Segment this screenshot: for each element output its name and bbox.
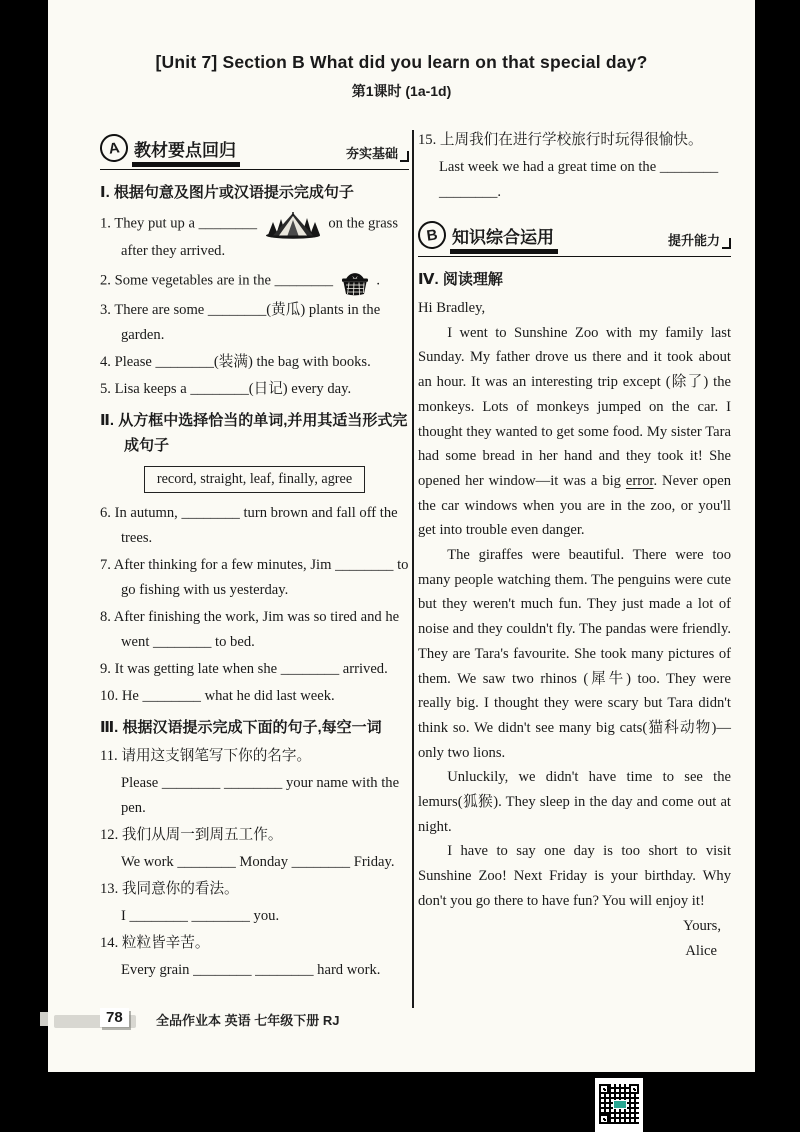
- question-2: [100, 266, 409, 296]
- right-column: [418, 118, 731, 964]
- page-edge-mark: [40, 1012, 48, 1026]
- page-subtitle: 第1课时 (1a-1d): [351, 83, 452, 99]
- tent-icon: [264, 209, 322, 239]
- question-15-cn: 15. 上周我们在进行学校旅行时玩得很愉快。: [418, 132, 703, 148]
- question-14-cn: 14. 粒粒皆辛苦。: [100, 935, 210, 951]
- section-a-tag: [346, 143, 409, 162]
- question-13-en: I ________ ________ you.: [121, 908, 280, 924]
- qr-code-box: [595, 1078, 643, 1132]
- section-a-tag-text: 夯实基础: [345, 146, 398, 161]
- qr-finder-icon: [629, 1084, 639, 1094]
- question-14-en: Every grain ________ ________ hard work.: [121, 962, 381, 978]
- section-b-title: 知识综合运用: [450, 223, 558, 249]
- question-2-text-post: .: [376, 272, 381, 289]
- question-2-text-pre: 2. Some vegetables are in the ________: [100, 272, 334, 289]
- page-number: 78: [100, 1008, 129, 1027]
- part2-heading: Ⅱ. 从方框中选择恰当的单词,并用其适当形式完成句子: [100, 412, 408, 454]
- question-7: 7. After thinking for a few minutes, Jim ________ to go fishing with us yesterday.: [100, 557, 409, 598]
- letter-signoff: Yours,: [683, 917, 721, 934]
- section-b-header: [418, 221, 731, 257]
- underlined-word: error: [625, 472, 654, 489]
- question-3: 3. There are some ________(黄瓜) plants in the garden.: [100, 302, 381, 343]
- section-b-tag-text: 提升能力: [667, 233, 720, 248]
- page-footer: [48, 1008, 755, 1032]
- question-8: 8. After finishing the work, Jim was so tired and he went ________ to bed.: [100, 609, 400, 650]
- question-12-cn: 12. 我们从周一到周五工作。: [100, 827, 283, 843]
- letter-paragraph-4: I have to say one day is too short to visit Sunshine Zoo! Next Friday is your birthday. Why don't you go there to have fun? You will enjoy it!: [418, 843, 731, 909]
- question-6: 6. In autumn, ________ turn brown and fall off the trees.: [100, 505, 398, 546]
- basket-icon: [340, 266, 370, 296]
- question-11-en: Please ________ ________ your name with the pen.: [121, 775, 400, 816]
- paragraph-1-text-end: . Never open the car windows when you are in the zoo, or you'll get into trouble even danger.: [418, 472, 731, 539]
- section-a-header: [100, 134, 409, 170]
- worksheet-page: [48, 0, 755, 1072]
- section-a-title: 教材要点回归: [132, 136, 240, 162]
- page-title: [Unit 7] Section B What did you learn on that special day?: [155, 52, 648, 72]
- question-5: 5. Lisa keeps a ________(日记) every day.: [100, 381, 352, 397]
- question-4: 4. Please ________(装满) the bag with books.: [100, 354, 371, 370]
- left-column: [100, 118, 409, 985]
- paragraph-1-text: I went to Sunshine Zoo with my family last Sunday. My father drove us there and it took about an hour. It was an interesting trip except (除了) the monkeys. Lots of monkeys jumped on the car. I thought they wanted to get some food. My sister Tara had some bread in her hand and they took it! She opened her window—it was a big: [418, 324, 731, 489]
- letter-paragraph-1: [418, 321, 731, 543]
- letter-paragraph-3: Unluckily, we didn't have time to see the lemurs(狐猴). They sleep in the day and come out at night.: [418, 769, 731, 835]
- question-12-en: We work ________ Monday ________ Friday.: [121, 854, 395, 870]
- letter-signature: Alice: [685, 942, 717, 959]
- word-bank-box: record, straight, leaf, finally, agree: [144, 466, 365, 493]
- circle-b-icon: B: [416, 219, 448, 251]
- circle-a-icon: A: [98, 132, 130, 164]
- question-1-text-pre: 1. They put up a ________: [100, 215, 258, 232]
- column-divider: [412, 130, 414, 1008]
- letter-salutation: Hi Bradley,: [418, 300, 486, 316]
- question-1: [100, 209, 409, 264]
- part3-heading: Ⅲ. 根据汉语提示完成下面的句子,每空一词: [100, 719, 382, 736]
- section-b-tag: [668, 230, 731, 249]
- question-9: 9. It was getting late when she ________ arrived.: [100, 661, 388, 677]
- question-1-text-post: on the grass after they arrived.: [121, 215, 399, 259]
- letter-paragraph-2: The giraffes were beautiful. There were too many people watching them. The penguins were cute but they weren't much fun. They just made a lot of noise and they couldn't fly. The pandas were friendly. They are Tara's favourite. She took many pictures of them. We saw two rhinos (犀牛) too. They were really big. I thought they were scary but Tara didn't think so. We didn't see many big cats(猫科动物)—only two lions.: [418, 547, 731, 761]
- question-13-cn: 13. 我同意你的看法。: [100, 881, 239, 897]
- qr-finder-icon: [599, 1084, 609, 1094]
- qr-code-icon: [599, 1084, 639, 1124]
- question-11-cn: 11. 请用这支钢笔写下你的名字。: [100, 748, 312, 764]
- question-15-en: Last week we had a great time on the ________ ________.: [439, 159, 719, 200]
- part1-heading: Ⅰ. 根据句意及图片或汉语提示完成句子: [100, 184, 354, 201]
- question-10: 10. He ________ what he did last week.: [100, 688, 335, 704]
- corner-mark-icon: [722, 238, 731, 249]
- qr-logo-accent: [613, 1100, 627, 1109]
- book-info: 全品作业本 英语 七年级下册 RJ: [156, 1013, 340, 1028]
- corner-mark-icon: [400, 151, 409, 162]
- part4-heading: Ⅳ. 阅读理解: [418, 271, 503, 288]
- qr-finder-icon: [599, 1114, 609, 1124]
